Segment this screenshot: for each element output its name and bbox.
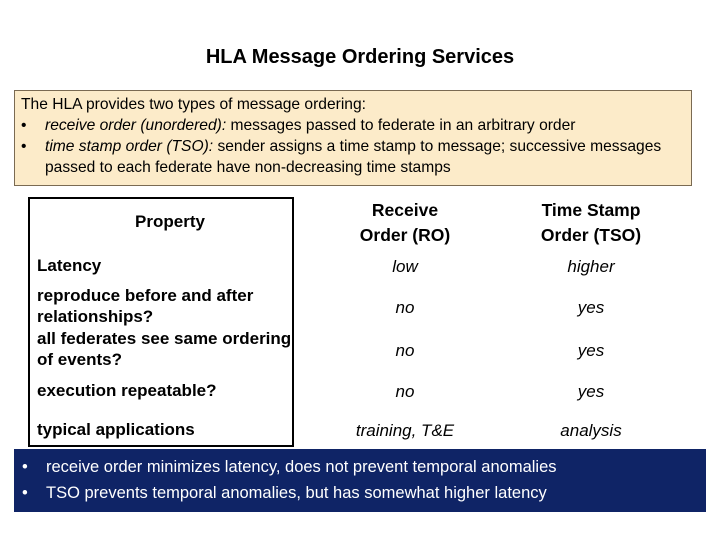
- intro-item-tso: [21, 136, 685, 178]
- row-label-repeatable: execution repeatable?: [37, 381, 217, 400]
- bullet-icon: •: [22, 458, 28, 476]
- row-value-ro: no: [395, 298, 415, 317]
- row-value-tso: yes: [577, 341, 605, 360]
- row-value-ro: no: [395, 341, 415, 360]
- intro-text: messages passed to federate in an arbitrary order: [226, 117, 576, 134]
- note-text: TSO prevents temporal anomalies, but has somewhat higher latency: [46, 484, 547, 502]
- row-value-tso: yes: [577, 382, 605, 401]
- header-tso-line1: Time Stamp: [541, 200, 641, 220]
- intro-lead: The HLA provides two types of message ordering:: [21, 96, 366, 113]
- notes-box: [14, 449, 706, 512]
- note-item: [22, 454, 698, 480]
- header-property: Property: [135, 212, 205, 231]
- row-label-applications: typical applications: [37, 420, 195, 439]
- row-value-tso: analysis: [560, 421, 622, 440]
- intro-text: sender assigns a time stamp to message; successive messages passed to each federate have non-decreasing time stamps: [45, 138, 662, 176]
- note-item: [22, 480, 698, 506]
- header-ro-line1: Receive: [371, 200, 439, 220]
- header-tso: [506, 198, 676, 248]
- bullet-icon: •: [22, 484, 28, 502]
- header-tso-line2: Order (TSO): [540, 225, 642, 245]
- note-text: receive order minimizes latency, does not prevent temporal anomalies: [46, 458, 557, 476]
- intro-term: time stamp order (TSO):: [45, 138, 214, 155]
- row-label-ordering: all federates see same ordering of events?: [37, 329, 292, 369]
- row-value-tso: higher: [567, 257, 615, 276]
- slide-title: HLA Message Ordering Services: [205, 46, 515, 68]
- row-label-latency: Latency: [37, 256, 102, 275]
- bullet-icon: •: [21, 138, 27, 155]
- bullet-icon: •: [21, 117, 27, 134]
- intro-box: [14, 90, 692, 186]
- row-label-reproduce: reproduce before and after relationships?: [37, 286, 254, 326]
- header-ro-line2: Order (RO): [359, 225, 451, 245]
- header-ro: [320, 198, 490, 248]
- row-value-ro: training, T&E: [355, 421, 455, 440]
- row-value-ro: no: [395, 382, 415, 401]
- intro-term: receive order (unordered):: [45, 117, 227, 134]
- row-value-tso: yes: [577, 298, 605, 317]
- intro-item-receive-order: [21, 115, 685, 136]
- row-value-ro: low: [392, 257, 418, 276]
